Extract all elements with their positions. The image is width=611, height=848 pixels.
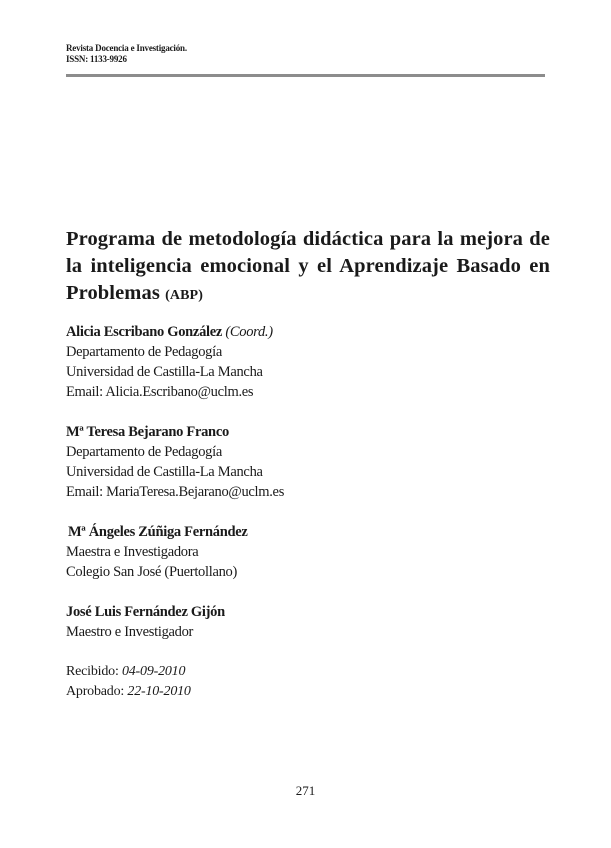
approved-date [66, 682, 191, 702]
author-email: Email: MariaTeresa.Bejarano@uclm.es [66, 484, 285, 500]
author-role: (Coord.) [225, 324, 273, 340]
author-name: Mª Ángeles Zúñiga Fernández [68, 524, 248, 540]
author-affiliation: Maestra e Investigadora [66, 544, 199, 560]
author-affiliation: Departamento de Pedagogía [66, 444, 222, 460]
author-affiliation: Maestro e Investigador [66, 624, 194, 640]
author-block-3 [66, 522, 546, 582]
header-rule [66, 74, 545, 77]
article-title [66, 226, 550, 309]
page-number: 271 [295, 783, 316, 798]
author-block-2 [66, 422, 546, 502]
article-dates [66, 662, 191, 702]
approved-label: Aprobado: [66, 684, 125, 699]
author-name: Alicia Escribano González [66, 324, 223, 340]
author-name: Mª Teresa Bejarano Franco [66, 424, 229, 440]
received-date [66, 662, 191, 682]
received-label: Recibido: [66, 664, 119, 679]
author-list [66, 322, 546, 642]
author-affiliation: Colegio San José (Puertollano) [66, 564, 238, 580]
approved-value: 22-10-2010 [127, 684, 191, 699]
author-name: José Luis Fernández Gijón [66, 604, 225, 620]
author-block-1 [66, 322, 546, 402]
journal-name: Revista Docencia e Investigación. [66, 43, 187, 53]
journal-header [66, 43, 545, 65]
article-title-text: Programa de metodología didáctica para la mejora de la inteligencia emocional y el Aprendizaje Basado en Problemas [66, 228, 550, 304]
received-value: 04-09-2010 [121, 664, 186, 679]
author-block-4 [66, 602, 546, 642]
journal-issn: ISSN: 1133-9926 [66, 54, 127, 64]
author-affiliation: Departamento de Pedagogía [66, 344, 222, 360]
author-affiliation: Universidad de Castilla-La Mancha [66, 364, 263, 380]
article-title-abbr: (ABP) [165, 288, 203, 303]
author-email: Email: Alicia.Escribano@uclm.es [66, 384, 254, 400]
author-affiliation: Universidad de Castilla-La Mancha [66, 464, 263, 480]
